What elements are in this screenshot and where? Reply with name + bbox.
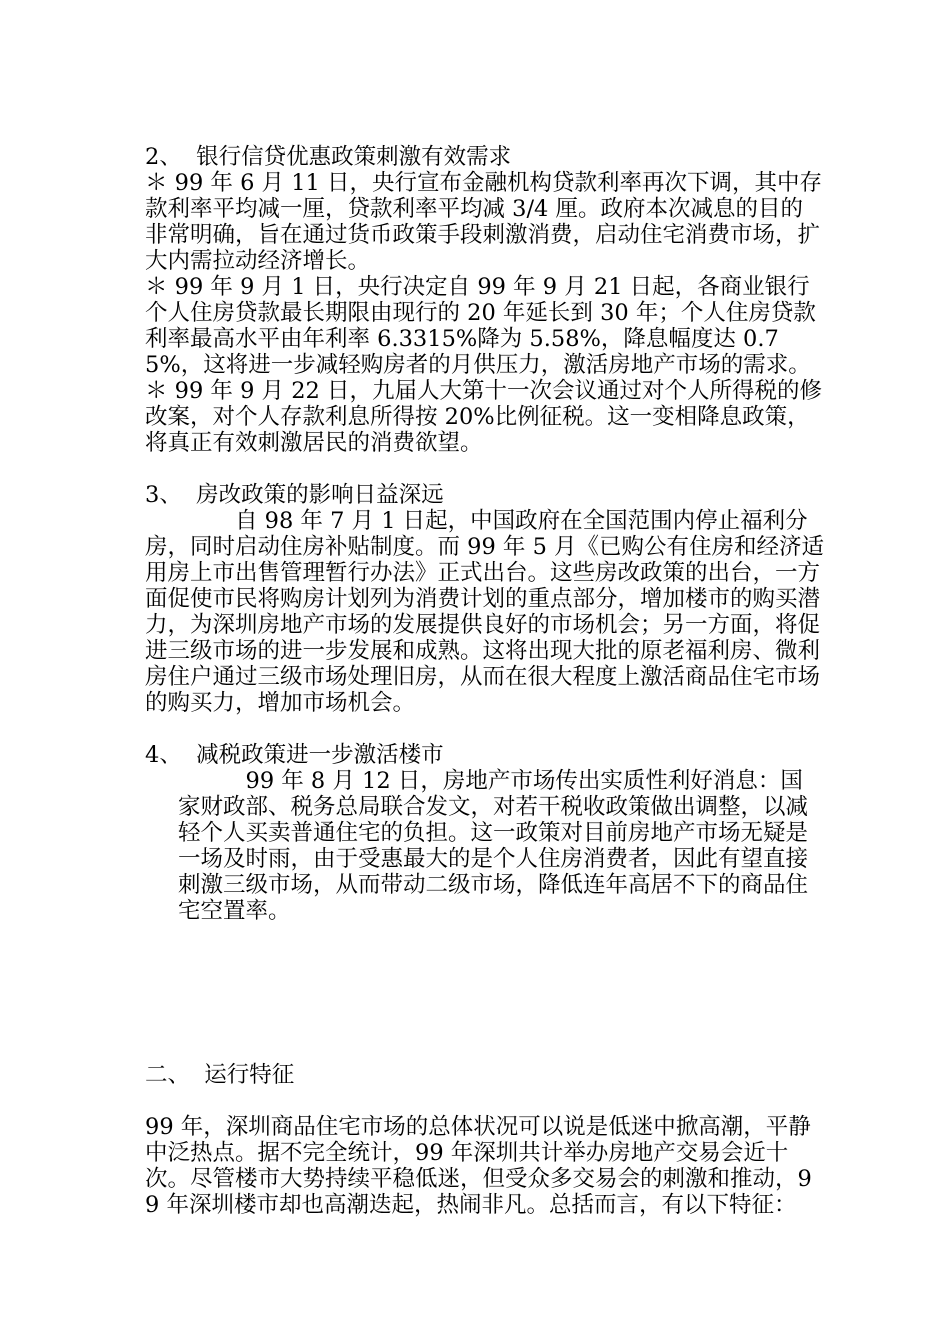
section-4-heading: 4、 减税政策进一步激活楼市 bbox=[145, 742, 444, 768]
section-4-paragraph: 99 年 8 月 12 日，房地产市场传出实质性利好消息：国家财政部、税务总局联合发文，对若干税收政策做出调整，以减轻个人买卖普通住宅的负担。这一政策对目前房地产市场无疑是一场及时雨，由于受惠最大的是个人住房消费者，因此有望直接刺激三级市场，从而带动二级市场，降低连年高居不下的商品住宅空置率。 bbox=[178, 768, 809, 924]
section-2-heading: 2、 银行信贷优惠政策刺激有效需求 bbox=[145, 144, 512, 170]
section-3-heading: 3、 房改政策的影响日益深远 bbox=[145, 482, 444, 508]
section-3-paragraph: 自 98 年 7 月 1 日起，中国政府在全国范围内停止福利分房，同时启动住房补贴制度。而 99 年 5 月《已购公有住房和经济适用房上市出售管理暂行办法》正式出台。这些房改政策的出台，一方面促使市民将购房计划列为消费计划的重点部分，增加楼市的购买潜力，为深圳房地产市场的发展提供良好的市场机会；另一方面，将促进三级市场的进一步发展和成熟。这将出现大批的原老福利房、微利房住户通过三级市场处理旧房，从而在很大程度上激活商品住宅市场的购买力，增加市场机会。 bbox=[145, 508, 825, 716]
section-2-paragraph-3: ＊ 99 年 9 月 22 日，九届人大第十一次会议通过对个人所得税的修改案，对个人存款利息所得按 20%比例征税。这一变相降息政策，将真正有效刺激居民的消费欲望。 bbox=[145, 378, 822, 456]
chapter-heading: 二、 运行特征 bbox=[145, 1062, 295, 1088]
section-2-paragraph-2: ＊ 99 年 9 月 1 日，央行决定自 99 年 9 月 21 日起，各商业银行个人住房贷款最长期限由现行的 20 年延长到 30 年；个人住房贷款利率最高水平由年利率 6.3315%降为 5.58%，降息幅度达 0.75%，这将进一步减轻购房者的月供压力，激活房地产市场的需求。 bbox=[145, 274, 816, 378]
chapter-paragraph: 99 年，深圳商品住宅市场的总体状况可以说是低迷中掀高潮，平静中泛热点。据不完全统计，99 年深圳共计举办房地产交易会近十次。尽管楼市大势持续平稳低迷，但受众多交易会的刺激和推动，99 年深圳楼市却也高潮迭起，热闹非凡。总括而言，有以下特征： bbox=[145, 1114, 812, 1218]
section-2-paragraph-1: ＊ 99 年 6 月 11 日，央行宣布金融机构贷款利率再次下调，其中存款利率平均减一厘，贷款利率平均减 3/4 厘。政府本次减息的目的非常明确，旨在通过货币政策手段刺激消费，启动住宅消费市场，扩大内需拉动经济增长。 bbox=[145, 170, 822, 274]
